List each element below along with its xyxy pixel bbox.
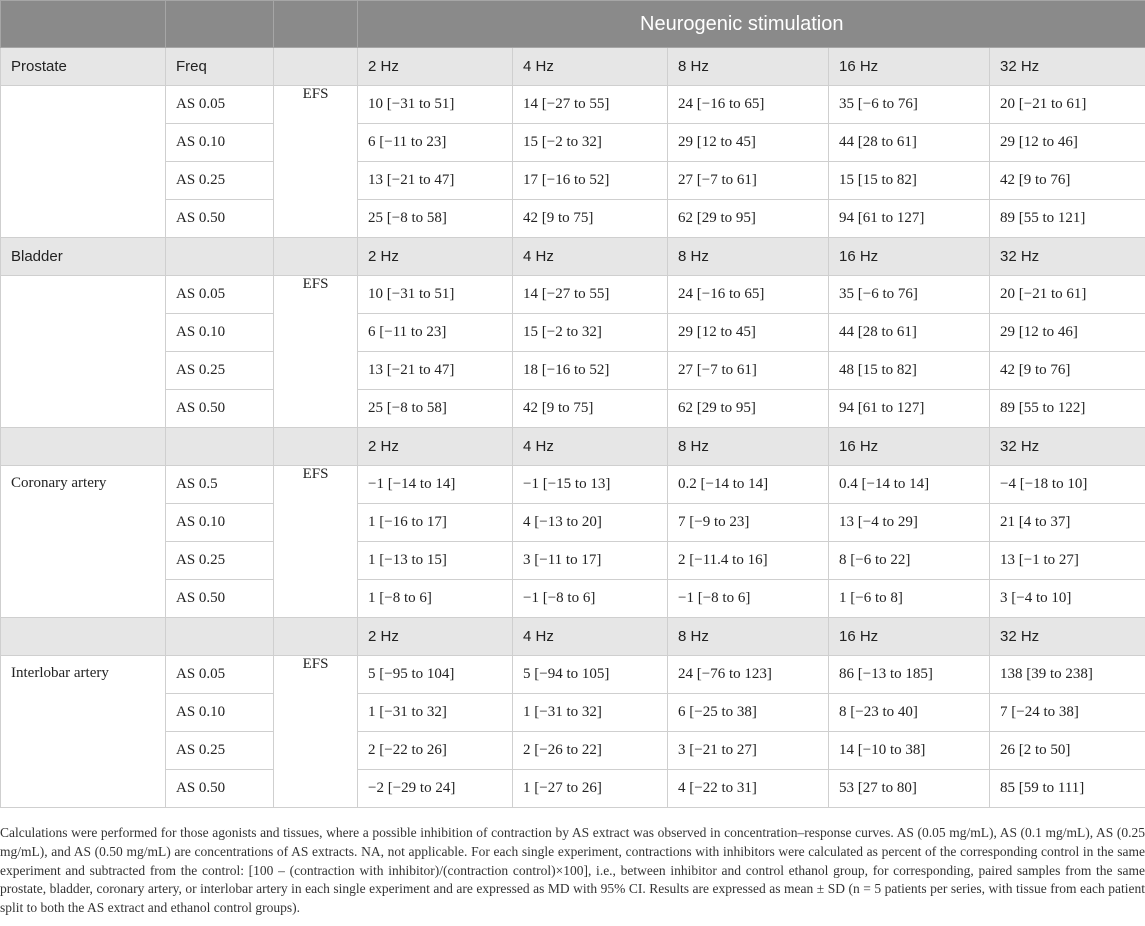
value-cell-4hz: 18 [−16 to 52]: [513, 352, 668, 390]
value-cell-16hz: 94 [61 to 127]: [829, 390, 990, 428]
freq-4hz-header: 4 Hz: [513, 618, 668, 656]
value-cell-2hz: 5 [−95 to 104]: [358, 656, 513, 694]
value-cell-4hz: 3 [−11 to 17]: [513, 542, 668, 580]
value-cell-8hz: 62 [29 to 95]: [668, 390, 829, 428]
freq-4hz-header: 4 Hz: [513, 48, 668, 86]
value-cell-8hz: 29 [12 to 45]: [668, 124, 829, 162]
value-cell-32hz: 138 [39 to 238]: [990, 656, 1145, 694]
freq-16hz-header: 16 Hz: [829, 238, 990, 276]
value-cell-8hz: 27 [−7 to 61]: [668, 162, 829, 200]
value-cell-4hz: 42 [9 to 75]: [513, 200, 668, 238]
value-cell-4hz: 17 [−16 to 52]: [513, 162, 668, 200]
freq-8hz-header: 8 Hz: [668, 618, 829, 656]
method-label: EFS: [274, 276, 358, 428]
value-cell-16hz: 44 [28 to 61]: [829, 314, 990, 352]
value-cell-8hz: 29 [12 to 45]: [668, 314, 829, 352]
concentration-label: AS 0.05: [166, 86, 274, 124]
header-blank-cell: [166, 238, 274, 276]
value-cell-2hz: 10 [−31 to 51]: [358, 276, 513, 314]
value-cell-8hz: 3 [−21 to 27]: [668, 732, 829, 770]
method-label: EFS: [274, 656, 358, 808]
table-banner: Neurogenic stimulation: [358, 1, 1145, 48]
freq-2hz-header: 2 Hz: [358, 238, 513, 276]
table-row: [1, 580, 1145, 618]
value-cell-16hz: 48 [15 to 82]: [829, 352, 990, 390]
header-blank-cell: [274, 48, 358, 86]
value-cell-8hz: 24 [−16 to 65]: [668, 276, 829, 314]
freq-8hz-header: 8 Hz: [668, 428, 829, 466]
concentration-label: AS 0.25: [166, 162, 274, 200]
value-cell-32hz: 21 [4 to 37]: [990, 504, 1145, 542]
header-blank-cell: [274, 428, 358, 466]
tissue-header: Prostate: [1, 48, 166, 86]
table-row: [1, 86, 1145, 124]
table-row: [1, 656, 1145, 694]
value-cell-4hz: 14 [−27 to 55]: [513, 276, 668, 314]
value-cell-4hz: 5 [−94 to 105]: [513, 656, 668, 694]
header-blank-cell: [274, 618, 358, 656]
freq-32hz-header: 32 Hz: [990, 428, 1145, 466]
value-cell-2hz: 1 [−13 to 15]: [358, 542, 513, 580]
table-row: [1, 732, 1145, 770]
tissue-label: Coronary artery: [1, 466, 166, 618]
value-cell-4hz: 15 [−2 to 32]: [513, 124, 668, 162]
table-row: [1, 770, 1145, 808]
concentration-label: AS 0.50: [166, 580, 274, 618]
section-tissue-label: [1, 428, 166, 466]
value-cell-16hz: 13 [−4 to 29]: [829, 504, 990, 542]
table-row: [1, 162, 1145, 200]
table-footnote: Calculations were performed for those agonists and tissues, where a possible inhibition of contraction by AS extract was observed in concentration–response curves. AS (0.05 mg/mL), AS (0.1 mg/mL), AS (0.25 mg/mL), and AS (0.50 mg/mL) are concentrations of AS extracts. NA, not applicable. For each single experiment, contractions with inhibitors were calculated as percent of the corresponding control in the same experiment and subtracted from the control: [100 – (contraction with inhibitor)/(contraction control)×100], i.e., between inhibitor and control ethanol group, for corresponding, paired samples from the same prostate, bladder, coronary artery, or interlobar artery in each single experiment and are expressed as MD with 95% CI. Results are expressed as mean ± SD (n = 5 patients per series, with tissue from each patient split to both the AS extract and ethanol control groups).: [0, 825, 1145, 916]
header-blank-cell: [166, 618, 274, 656]
freq-2hz-header: 2 Hz: [358, 618, 513, 656]
value-cell-2hz: 2 [−22 to 26]: [358, 732, 513, 770]
freq-16hz-header: 16 Hz: [829, 428, 990, 466]
tissue-label: [1, 276, 166, 428]
value-cell-32hz: 29 [12 to 46]: [990, 314, 1145, 352]
value-cell-16hz: 14 [−10 to 38]: [829, 732, 990, 770]
value-cell-4hz: 15 [−2 to 32]: [513, 314, 668, 352]
freq-8hz-header: 8 Hz: [668, 238, 829, 276]
method-label: EFS: [274, 466, 358, 618]
concentration-label: AS 0.50: [166, 390, 274, 428]
concentration-label: AS 0.10: [166, 314, 274, 352]
value-cell-8hz: 4 [−22 to 31]: [668, 770, 829, 808]
table-row: [1, 314, 1145, 352]
value-cell-8hz: 0.2 [−14 to 14]: [668, 466, 829, 504]
value-cell-32hz: 20 [−21 to 61]: [990, 276, 1145, 314]
table-row: [1, 504, 1145, 542]
concentration-label: AS 0.5: [166, 466, 274, 504]
title-row: [1, 1, 1145, 48]
value-cell-16hz: 44 [28 to 61]: [829, 124, 990, 162]
value-cell-2hz: 13 [−21 to 47]: [358, 162, 513, 200]
value-cell-2hz: 13 [−21 to 47]: [358, 352, 513, 390]
freq-32hz-header: 32 Hz: [990, 618, 1145, 656]
table-row: [1, 466, 1145, 504]
value-cell-8hz: 6 [−25 to 38]: [668, 694, 829, 732]
section-tissue-label: [1, 618, 166, 656]
value-cell-8hz: 2 [−11.4 to 16]: [668, 542, 829, 580]
value-cell-32hz: 29 [12 to 46]: [990, 124, 1145, 162]
table-row: [1, 352, 1145, 390]
section-tissue-label: Bladder: [1, 238, 166, 276]
freq-32hz-header: 32 Hz: [990, 238, 1145, 276]
value-cell-32hz: 13 [−1 to 27]: [990, 542, 1145, 580]
value-cell-32hz: 89 [55 to 121]: [990, 200, 1145, 238]
value-cell-16hz: 1 [−6 to 8]: [829, 580, 990, 618]
value-cell-8hz: 24 [−16 to 65]: [668, 86, 829, 124]
freq-2hz-header: 2 Hz: [358, 428, 513, 466]
value-cell-2hz: 10 [−31 to 51]: [358, 86, 513, 124]
value-cell-2hz: 1 [−16 to 17]: [358, 504, 513, 542]
title-blank-cell: [1, 1, 166, 48]
freq-32hz-header: 32 Hz: [990, 48, 1145, 86]
value-cell-16hz: 53 [27 to 80]: [829, 770, 990, 808]
value-cell-32hz: 26 [2 to 50]: [990, 732, 1145, 770]
value-cell-16hz: 86 [−13 to 185]: [829, 656, 990, 694]
value-cell-8hz: −1 [−8 to 6]: [668, 580, 829, 618]
section-header-row: [1, 238, 1145, 276]
value-cell-4hz: 1 [−31 to 32]: [513, 694, 668, 732]
section-header-row: [1, 428, 1145, 466]
concentration-label: AS 0.10: [166, 694, 274, 732]
value-cell-8hz: 27 [−7 to 61]: [668, 352, 829, 390]
value-cell-4hz: 4 [−13 to 20]: [513, 504, 668, 542]
table-row: [1, 390, 1145, 428]
header-blank-cell: [274, 238, 358, 276]
value-cell-16hz: 8 [−6 to 22]: [829, 542, 990, 580]
freq-2hz-header: 2 Hz: [358, 48, 513, 86]
value-cell-32hz: 20 [−21 to 61]: [990, 86, 1145, 124]
freq-4hz-header: 4 Hz: [513, 238, 668, 276]
value-cell-8hz: 24 [−76 to 123]: [668, 656, 829, 694]
concentration-label: AS 0.05: [166, 276, 274, 314]
value-cell-4hz: 42 [9 to 75]: [513, 390, 668, 428]
table-row: [1, 542, 1145, 580]
value-cell-4hz: 2 [−26 to 22]: [513, 732, 668, 770]
value-cell-4hz: 14 [−27 to 55]: [513, 86, 668, 124]
freq-16hz-header: 16 Hz: [829, 618, 990, 656]
value-cell-8hz: 7 [−9 to 23]: [668, 504, 829, 542]
value-cell-32hz: 42 [9 to 76]: [990, 352, 1145, 390]
value-cell-2hz: 25 [−8 to 58]: [358, 200, 513, 238]
concentration-label: AS 0.50: [166, 770, 274, 808]
value-cell-2hz: 6 [−11 to 23]: [358, 314, 513, 352]
value-cell-2hz: 1 [−8 to 6]: [358, 580, 513, 618]
tissue-label: [1, 86, 166, 238]
value-cell-32hz: −4 [−18 to 10]: [990, 466, 1145, 504]
freq-8hz-header: 8 Hz: [668, 48, 829, 86]
value-cell-32hz: 7 [−24 to 38]: [990, 694, 1145, 732]
value-cell-16hz: 15 [15 to 82]: [829, 162, 990, 200]
value-cell-16hz: 0.4 [−14 to 14]: [829, 466, 990, 504]
value-cell-4hz: −1 [−8 to 6]: [513, 580, 668, 618]
freq-header: Freq: [166, 48, 274, 86]
concentration-label: AS 0.25: [166, 352, 274, 390]
title-blank-cell: [274, 1, 358, 48]
title-blank-cell: [166, 1, 274, 48]
table-row: [1, 124, 1145, 162]
value-cell-8hz: 62 [29 to 95]: [668, 200, 829, 238]
tissue-label: Interlobar artery: [1, 656, 166, 808]
concentration-label: AS 0.05: [166, 656, 274, 694]
table-row: [1, 694, 1145, 732]
value-cell-2hz: −1 [−14 to 14]: [358, 466, 513, 504]
value-cell-2hz: 25 [−8 to 58]: [358, 390, 513, 428]
value-cell-32hz: 89 [55 to 122]: [990, 390, 1145, 428]
concentration-label: AS 0.50: [166, 200, 274, 238]
concentration-label: AS 0.25: [166, 542, 274, 580]
column-header-row: [1, 48, 1145, 86]
concentration-label: AS 0.10: [166, 504, 274, 542]
value-cell-2hz: 1 [−31 to 32]: [358, 694, 513, 732]
table-row: [1, 200, 1145, 238]
value-cell-4hz: −1 [−15 to 13]: [513, 466, 668, 504]
value-cell-32hz: 85 [59 to 111]: [990, 770, 1145, 808]
method-label: EFS: [274, 86, 358, 238]
section-header-row: [1, 618, 1145, 656]
value-cell-2hz: −2 [−29 to 24]: [358, 770, 513, 808]
value-cell-4hz: 1 [−27 to 26]: [513, 770, 668, 808]
value-cell-2hz: 6 [−11 to 23]: [358, 124, 513, 162]
value-cell-32hz: 3 [−4 to 10]: [990, 580, 1145, 618]
table-row: [1, 276, 1145, 314]
value-cell-16hz: 94 [61 to 127]: [829, 200, 990, 238]
concentration-label: AS 0.10: [166, 124, 274, 162]
header-blank-cell: [166, 428, 274, 466]
freq-16hz-header: 16 Hz: [829, 48, 990, 86]
value-cell-16hz: 8 [−23 to 40]: [829, 694, 990, 732]
value-cell-32hz: 42 [9 to 76]: [990, 162, 1145, 200]
freq-4hz-header: 4 Hz: [513, 428, 668, 466]
concentration-label: AS 0.25: [166, 732, 274, 770]
value-cell-16hz: 35 [−6 to 76]: [829, 276, 990, 314]
value-cell-16hz: 35 [−6 to 76]: [829, 86, 990, 124]
